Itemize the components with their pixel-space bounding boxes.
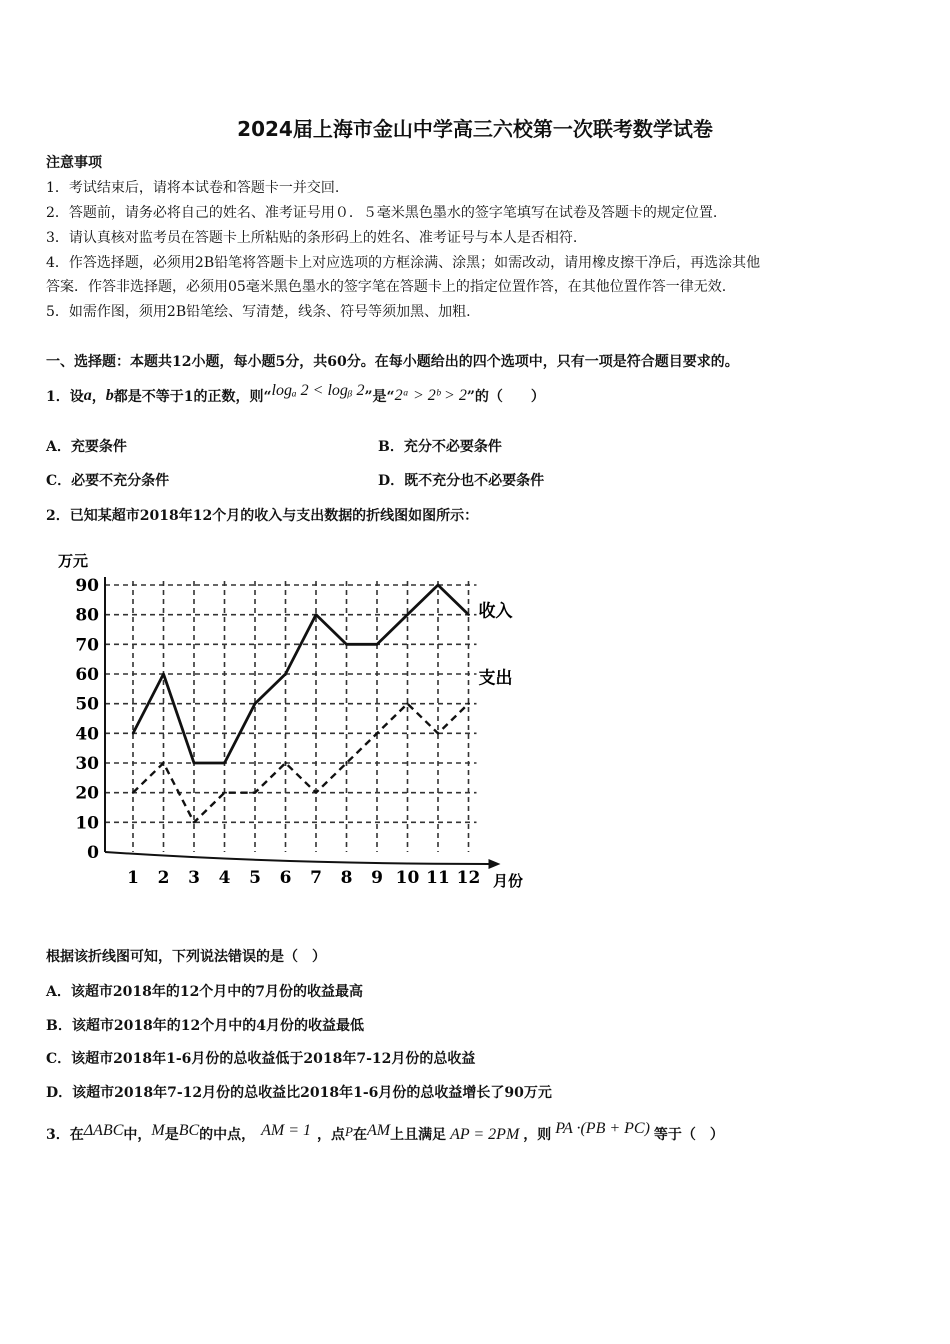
q1-option-c[interactable]: C．必要不充分条件: [46, 473, 170, 489]
x-axis: [105, 852, 489, 864]
q3-text-9: 等于（ ）: [653, 1127, 724, 1143]
income-point: [162, 673, 164, 675]
notice-item-4: 4．作答选择题，必须用2B铅笔将答题卡上对应选项的方框涂满、涂黑；如需改动，请用橡皮擦干净后，再选涂其他: [46, 255, 761, 271]
expense-point: [284, 762, 286, 764]
q1-option-d[interactable]: D．既不充分也不必要条件: [378, 473, 545, 489]
q1-option-a[interactable]: A．充要条件: [46, 439, 127, 455]
expense-point: [437, 732, 439, 734]
x-tick-label: 4: [218, 868, 231, 888]
q1-option-b[interactable]: B．充分不必要条件: [378, 439, 502, 455]
y-tick-label: 40: [75, 724, 99, 745]
x-axis-arrow: [489, 859, 501, 869]
x-tick-label: 3: [188, 868, 200, 888]
question-2-prompt: 根据该折线图可知，下列说法错误的是（ ）: [46, 949, 326, 965]
expense-point: [132, 791, 134, 793]
series-label-income: 收入: [478, 601, 513, 622]
q3-math-p: P: [345, 1124, 353, 1139]
income-point: [406, 613, 408, 615]
notice-item-5: 答案．作答非选择题，必须用05毫米黑色墨水的签字笔在答题卡上的指定位置作答，在其他位置作答一律无效.: [46, 279, 727, 295]
q3-math-ap: AP = 2PM: [450, 1126, 520, 1143]
q3-text-6: 在: [353, 1127, 367, 1143]
q3-text-2: 中，: [123, 1127, 152, 1143]
expense-point: [345, 762, 347, 764]
income-point: [315, 613, 317, 615]
q3-text-3: 是: [164, 1127, 179, 1143]
notice-item-6: 5．如需作图，须用2B铅笔绘、写清楚，线条、符号等须加黑、加粗.: [46, 304, 471, 320]
x-tick-label: 9: [371, 868, 383, 888]
q1-quote-mid: ”是“: [364, 389, 395, 405]
income-point: [284, 673, 286, 675]
expense-point: [315, 791, 317, 793]
q2-option-c[interactable]: C．该超市2018年1-6月份的总收益低于2018年7-12月份的总收益: [46, 1051, 476, 1067]
q3-math-bc: BC: [178, 1122, 200, 1139]
expense-point: [376, 732, 378, 734]
chart-y-axis-label: 万元: [58, 552, 89, 570]
q1-prefix: 1．设: [46, 389, 84, 405]
x-tick-label: 5: [249, 868, 261, 888]
y-tick-label: 70: [75, 635, 99, 656]
y-tick-label: 30: [75, 754, 99, 774]
q3-math-am2: AM: [367, 1122, 391, 1139]
q1-var-a: a: [83, 387, 92, 404]
expense-point: [467, 702, 469, 704]
q3-math-am: AM = 1: [261, 1122, 312, 1139]
income-point: [345, 643, 347, 645]
q2-option-a[interactable]: A．该超市2018年的12个月中的7月份的收益最高: [46, 984, 364, 1000]
y-tick-label: 50: [75, 694, 99, 715]
question-1: [46, 382, 545, 406]
series-label-expense: 支出: [478, 668, 513, 689]
y-tick-label: 80: [75, 605, 99, 626]
q3-math-m: M: [151, 1122, 165, 1139]
chart-x-axis-label: 月份: [493, 872, 524, 890]
x-tick-label: 8: [340, 868, 353, 888]
income-point: [254, 702, 256, 704]
expense-point: [193, 821, 195, 823]
income-expense-line-chart: [40, 540, 540, 900]
y-tick-label: 20: [75, 783, 99, 804]
expense-point: [162, 762, 164, 764]
income-point: [132, 732, 134, 734]
exam-title: 2024届上海市金山中学高三六校第一次联考数学试卷: [237, 117, 713, 141]
income-point: [223, 762, 225, 764]
income-point: [376, 643, 378, 645]
q1-suffix: ”的（ ）: [466, 389, 545, 405]
q3-text-8: ，则: [523, 1127, 552, 1143]
x-tick-label: 1: [127, 868, 139, 888]
q1-var-b: b: [105, 387, 114, 404]
x-tick-label: 7: [310, 868, 322, 888]
x-tick-label: 12: [456, 868, 481, 888]
q2-option-d[interactable]: D．该超市2018年7-12月份的总收益比2018年1-6月份的总收益增长了90万元: [46, 1085, 552, 1101]
question-2-stem: 2．已知某超市2018年12个月的收入与支出数据的折线图如图所示：: [46, 508, 479, 524]
expense-point: [406, 702, 408, 704]
q3-math-triangle: ΔABC: [83, 1122, 124, 1139]
q3-text-5: ，点: [317, 1127, 346, 1143]
q1-expr-power: 2ᵃ > 2ᵇ > 2: [394, 387, 467, 404]
y-tick-label: 60: [75, 665, 99, 685]
income-point: [193, 762, 195, 764]
x-tick-label: 6: [279, 868, 292, 888]
q1-mid: 都是不等于1的正数，则“: [113, 389, 272, 405]
x-tick-label: 10: [395, 868, 420, 888]
notice-item-3: 3．请认真核对监考员在答题卡上所粘贴的条形码上的姓名、准考证号与本人是否相符.: [46, 230, 578, 246]
q3-text-7: 上且满足: [390, 1127, 447, 1143]
q3-text-1: 3．在: [46, 1127, 84, 1143]
y-tick-label: 10: [75, 813, 99, 834]
x-tick-label: 2: [157, 868, 170, 888]
y-tick-label: 90: [75, 576, 99, 596]
q2-option-b[interactable]: B．该超市2018年的12个月中的4月份的收益最低: [46, 1018, 365, 1034]
series-line-expense: [133, 704, 469, 823]
expense-point: [254, 791, 256, 793]
question-3: [46, 1120, 724, 1144]
y-tick-label: 0: [87, 843, 99, 863]
income-point: [437, 584, 439, 586]
q1-expr-log: logₐ 2 < logᵦ 2: [271, 382, 365, 399]
section-heading: 一、选择题：本题共12小题，每小题5分，共60分。在每小题给出的四个选项中，只有一项是符合题目要求的。: [46, 354, 739, 370]
series-line-income: [133, 585, 469, 763]
notice-item-1: 1．考试结束后，请将本试卷和答题卡一并交回.: [46, 180, 340, 196]
income-point: [467, 613, 469, 615]
q3-math-dot-product: PA ·(PB + PC): [555, 1120, 650, 1137]
expense-point: [223, 791, 225, 793]
q1-comma: ，: [91, 389, 106, 405]
q3-text-4: 的中点，: [199, 1127, 256, 1143]
x-tick-label: 11: [426, 868, 450, 888]
notice-item-2: 2．答题前，请务必将自己的姓名、准考证号用０．５毫米黑色墨水的签字笔填写在试卷及答题卡的规定位置.: [46, 205, 718, 221]
notice-heading: 注意事项: [46, 155, 102, 171]
